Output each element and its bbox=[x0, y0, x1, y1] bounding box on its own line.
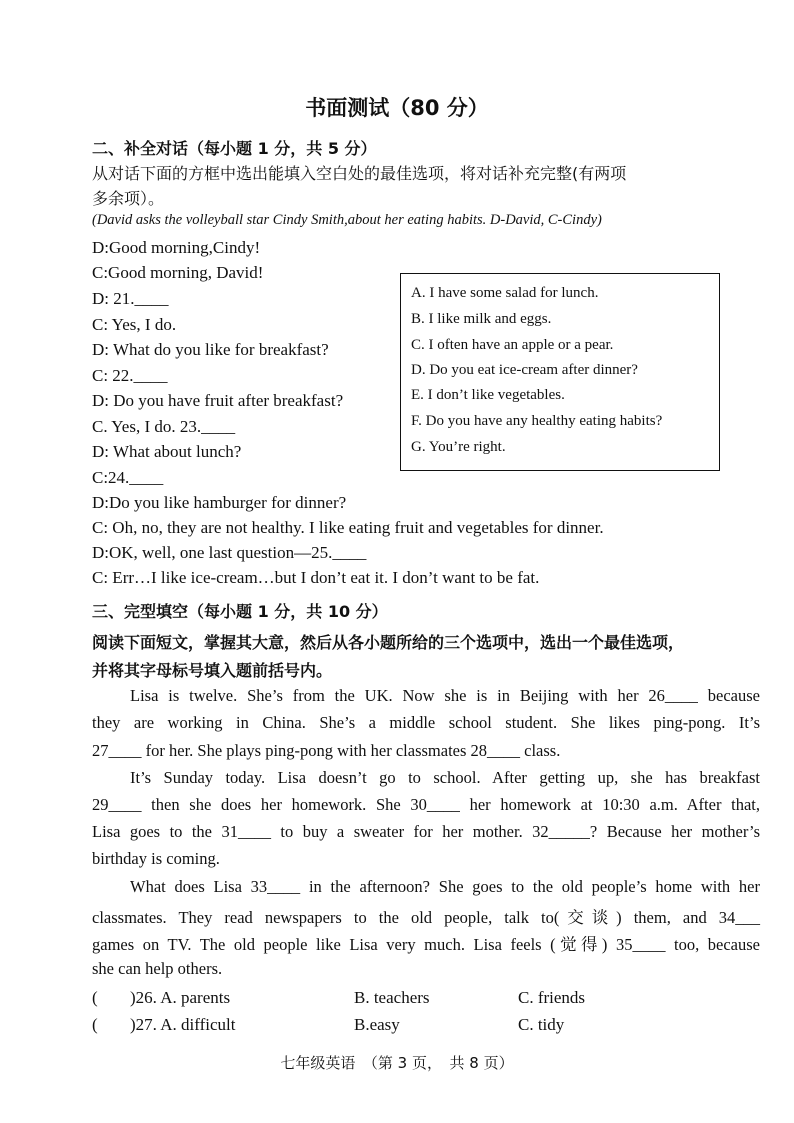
dialogue-line: C. Yes, I do. 23.____ bbox=[92, 417, 236, 436]
section2-instruction-line2: 多余项）。 bbox=[92, 189, 165, 208]
option-g: G. You’re right. bbox=[411, 439, 506, 455]
choice-b: B.easy bbox=[354, 1015, 400, 1034]
choice-b: B. teachers bbox=[354, 988, 430, 1007]
dialogue-line: D: 21.____ bbox=[92, 289, 169, 308]
page-footer: 七年级英语 （第 3 页， 共 8 页） bbox=[280, 1054, 514, 1072]
dialogue-line: C: 22.____ bbox=[92, 366, 168, 385]
dialogue-line: C:24.____ bbox=[92, 468, 164, 487]
page-title: 书面测试（80 分） bbox=[305, 96, 489, 120]
answer-bracket[interactable]: ( bbox=[92, 1015, 98, 1034]
passage-line: 27____ for her. She plays ping-pong with her classmates 28____ class. bbox=[92, 741, 561, 760]
options-box bbox=[400, 273, 720, 471]
choice-c: C. tidy bbox=[518, 1015, 565, 1034]
passage-line: games on TV. The old people like Lisa very much. Lisa feels (觉得) 35____ too, because bbox=[92, 935, 760, 954]
dialogue-line: D:OK, well, one last question—25.____ bbox=[92, 543, 367, 562]
section2-heading: 二、补全对话（每小题 1 分，共 5 分） bbox=[92, 139, 377, 158]
dialogue-line: D:Good morning,Cindy! bbox=[92, 238, 261, 257]
option-d: D. Do you eat ice-cream after dinner? bbox=[411, 362, 638, 378]
section3-heading: 三、完型填空（每小题 1 分，共 10 分） bbox=[92, 602, 388, 621]
answer-bracket[interactable]: ( bbox=[92, 988, 98, 1007]
passage-line: 29____ then she does her homework. She 30____ her homework at 10:30 a.m. After that, bbox=[92, 795, 760, 814]
passage-line: she can help others. bbox=[92, 959, 223, 978]
section3-instruction-line2: 并将其字母标号填入题前括号内。 bbox=[92, 661, 333, 680]
option-b: B. I like milk and eggs. bbox=[411, 311, 552, 327]
section3-instruction-line1: 阅读下面短文，掌握其大意，然后从各小题所给的三个选项中，选出一个最佳选项， bbox=[92, 633, 685, 652]
dialogue-line: C: Oh, no, they are not healthy. I like eating fruit and vegetables for dinner. bbox=[92, 518, 604, 537]
dialogue-context: (David asks the volleyball star Cindy Smith,about her eating habits. D-David, C-Cindy) bbox=[92, 212, 602, 228]
option-e: E. I don’t like vegetables. bbox=[411, 387, 565, 403]
dialogue-line: D: What do you like for breakfast? bbox=[92, 340, 329, 359]
dialogue-line: C: Yes, I do. bbox=[92, 315, 177, 334]
option-c: C. I often have an apple or a pear. bbox=[411, 337, 614, 353]
option-a: A. I have some salad for lunch. bbox=[411, 285, 599, 301]
passage-line: Lisa is twelve. She’s from the UK. Now she is in Beijing with her 26____ because bbox=[130, 686, 760, 705]
passage-line: Lisa goes to the 31____ to buy a sweater for her mother. 32_____? Because her mother’s bbox=[92, 822, 760, 841]
dialogue-line: C:Good morning, David! bbox=[92, 263, 264, 282]
question-stem: )27. A. difficult bbox=[130, 1015, 236, 1034]
passage-line: It’s Sunday today. Lisa doesn’t go to school. After getting up, she has breakfast bbox=[130, 768, 760, 787]
dialogue-line: D:Do you like hamburger for dinner? bbox=[92, 493, 347, 512]
dialogue-line: D: What about lunch? bbox=[92, 442, 242, 461]
passage-line: What does Lisa 33____ in the afternoon? She goes to the old people’s home with her bbox=[130, 877, 760, 896]
dialogue-line: D: Do you have fruit after breakfast? bbox=[92, 391, 344, 410]
passage-line: classmates. They read newspapers to the old people, talk to(交谈) them, and 34___ bbox=[92, 908, 760, 927]
question-stem: )26. A. parents bbox=[130, 988, 231, 1007]
section2-instruction-line1: 从对话下面的方框中选出能填入空白处的最佳选项，将对话补充完整(有两项 bbox=[92, 164, 627, 183]
option-f: F. Do you have any healthy eating habits? bbox=[411, 413, 663, 429]
dialogue-line: C: Err…I like ice-cream…but I don’t eat it. I don’t want to be fat. bbox=[92, 568, 540, 587]
choice-c: C. friends bbox=[518, 988, 586, 1007]
passage-line: birthday is coming. bbox=[92, 849, 220, 868]
passage-line: they are working in China. She’s a middle school student. She likes ping-pong. It’s bbox=[92, 713, 760, 732]
